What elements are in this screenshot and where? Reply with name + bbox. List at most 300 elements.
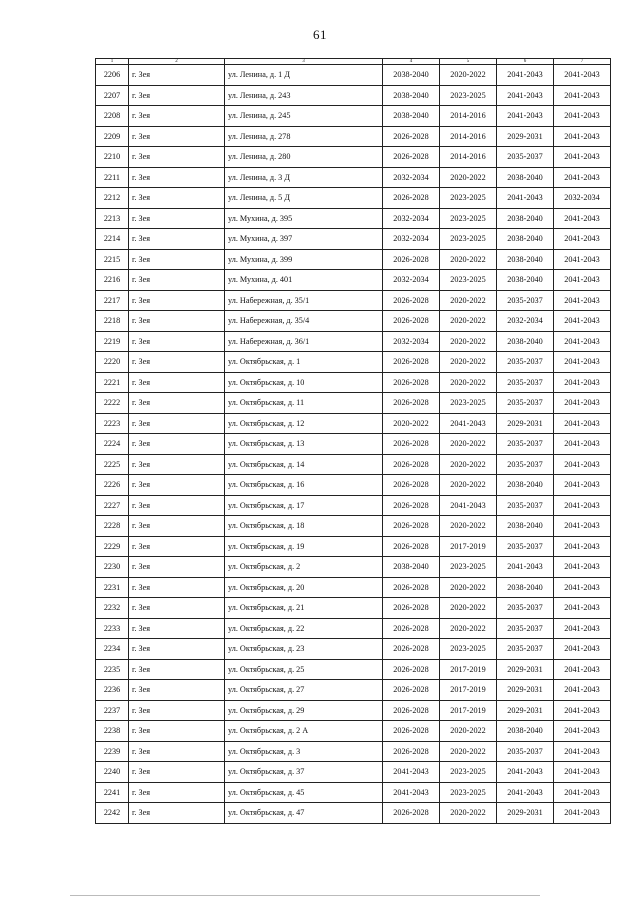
table-row xyxy=(96,331,611,352)
address-cell: ул. Мухина, д. 399 xyxy=(225,249,383,270)
period-cell: 2029-2031 xyxy=(497,803,554,824)
period-cell: 2041-2043 xyxy=(554,126,611,147)
address-cell: ул. Мухина, д. 401 xyxy=(225,270,383,291)
period-cell: 2017-2019 xyxy=(440,659,497,680)
period-cell: 2026-2028 xyxy=(383,659,440,680)
period-cell: 2038-2040 xyxy=(497,475,554,496)
period-cell: 2020-2022 xyxy=(440,434,497,455)
table-row xyxy=(96,413,611,434)
row-number-cell: 2209 xyxy=(96,126,129,147)
row-number-cell: 2214 xyxy=(96,229,129,250)
period-cell: 2023-2025 xyxy=(440,270,497,291)
period-cell: 2020-2022 xyxy=(440,516,497,537)
city-cell: г. Зея xyxy=(129,762,225,783)
address-cell: ул. Набережная, д. 35/4 xyxy=(225,311,383,332)
period-cell: 2026-2028 xyxy=(383,475,440,496)
period-cell: 2038-2040 xyxy=(497,721,554,742)
row-number-cell: 2211 xyxy=(96,167,129,188)
period-cell: 2041-2043 xyxy=(497,106,554,127)
city-cell: г. Зея xyxy=(129,188,225,209)
city-cell: г. Зея xyxy=(129,65,225,86)
table-row xyxy=(96,659,611,680)
period-cell: 2038-2040 xyxy=(497,167,554,188)
period-cell: 2026-2028 xyxy=(383,311,440,332)
table-row xyxy=(96,577,611,598)
period-cell: 2029-2031 xyxy=(497,700,554,721)
period-cell: 2026-2028 xyxy=(383,680,440,701)
city-cell: г. Зея xyxy=(129,516,225,537)
city-cell: г. Зея xyxy=(129,249,225,270)
period-cell: 2041-2043 xyxy=(554,475,611,496)
row-number-cell: 2228 xyxy=(96,516,129,537)
period-cell: 2035-2037 xyxy=(497,598,554,619)
period-cell: 2041-2043 xyxy=(554,434,611,455)
period-cell: 2026-2028 xyxy=(383,639,440,660)
period-cell: 2041-2043 xyxy=(554,270,611,291)
period-cell: 2032-2034 xyxy=(554,188,611,209)
period-cell: 2017-2019 xyxy=(440,680,497,701)
row-number-cell: 2222 xyxy=(96,393,129,414)
period-cell: 2014-2016 xyxy=(440,126,497,147)
register-table xyxy=(95,58,611,824)
row-number-cell: 2206 xyxy=(96,65,129,86)
table-row xyxy=(96,495,611,516)
period-cell: 2041-2043 xyxy=(497,782,554,803)
period-cell: 2041-2043 xyxy=(554,618,611,639)
period-cell: 2035-2037 xyxy=(497,536,554,557)
address-cell: ул. Октябрьская, д. 25 xyxy=(225,659,383,680)
city-cell: г. Зея xyxy=(129,803,225,824)
row-number-cell: 2216 xyxy=(96,270,129,291)
period-cell: 2014-2016 xyxy=(440,106,497,127)
table-row xyxy=(96,475,611,496)
period-cell: 2035-2037 xyxy=(497,618,554,639)
city-cell: г. Зея xyxy=(129,126,225,147)
period-cell: 2041-2043 xyxy=(554,516,611,537)
address-cell: ул. Октябрьская, д. 45 xyxy=(225,782,383,803)
city-cell: г. Зея xyxy=(129,85,225,106)
period-cell: 2041-2043 xyxy=(554,413,611,434)
column-number: 2 xyxy=(129,59,225,65)
period-cell: 2023-2025 xyxy=(440,782,497,803)
period-cell: 2041-2043 xyxy=(554,680,611,701)
row-number-cell: 2215 xyxy=(96,249,129,270)
city-cell: г. Зея xyxy=(129,577,225,598)
period-cell: 2020-2022 xyxy=(440,577,497,598)
period-cell: 2041-2043 xyxy=(554,598,611,619)
table-row xyxy=(96,106,611,127)
period-cell: 2026-2028 xyxy=(383,536,440,557)
row-number-cell: 2217 xyxy=(96,290,129,311)
city-cell: г. Зея xyxy=(129,454,225,475)
city-cell: г. Зея xyxy=(129,270,225,291)
city-cell: г. Зея xyxy=(129,311,225,332)
city-cell: г. Зея xyxy=(129,598,225,619)
period-cell: 2041-2043 xyxy=(554,557,611,578)
address-cell: ул. Набережная, д. 35/1 xyxy=(225,290,383,311)
city-cell: г. Зея xyxy=(129,659,225,680)
address-cell: ул. Ленина, д. 278 xyxy=(225,126,383,147)
period-cell: 2041-2043 xyxy=(497,65,554,86)
period-cell: 2035-2037 xyxy=(497,639,554,660)
period-cell: 2020-2022 xyxy=(440,598,497,619)
table-row xyxy=(96,249,611,270)
period-cell: 2026-2028 xyxy=(383,454,440,475)
address-cell: ул. Ленина, д. 3 Д xyxy=(225,167,383,188)
table-row xyxy=(96,290,611,311)
period-cell: 2041-2043 xyxy=(554,229,611,250)
period-cell: 2041-2043 xyxy=(554,659,611,680)
period-cell: 2023-2025 xyxy=(440,639,497,660)
address-cell: ул. Октябрьская, д. 16 xyxy=(225,475,383,496)
period-cell: 2026-2028 xyxy=(383,495,440,516)
city-cell: г. Зея xyxy=(129,741,225,762)
address-cell: ул. Октябрьская, д. 14 xyxy=(225,454,383,475)
row-number-cell: 2242 xyxy=(96,803,129,824)
city-cell: г. Зея xyxy=(129,208,225,229)
period-cell: 2035-2037 xyxy=(497,741,554,762)
period-cell: 2035-2037 xyxy=(497,147,554,168)
period-cell: 2038-2040 xyxy=(497,331,554,352)
city-cell: г. Зея xyxy=(129,393,225,414)
period-cell: 2038-2040 xyxy=(497,270,554,291)
column-number: 4 xyxy=(383,59,440,65)
period-cell: 2041-2043 xyxy=(383,782,440,803)
period-cell: 2020-2022 xyxy=(440,372,497,393)
city-cell: г. Зея xyxy=(129,495,225,516)
period-cell: 2041-2043 xyxy=(497,188,554,209)
row-number-cell: 2226 xyxy=(96,475,129,496)
period-cell: 2035-2037 xyxy=(497,434,554,455)
address-cell: ул. Октябрьская, д. 13 xyxy=(225,434,383,455)
city-cell: г. Зея xyxy=(129,372,225,393)
row-number-cell: 2231 xyxy=(96,577,129,598)
period-cell: 2041-2043 xyxy=(554,741,611,762)
period-cell: 2038-2040 xyxy=(383,65,440,86)
table-row xyxy=(96,126,611,147)
period-cell: 2041-2043 xyxy=(554,372,611,393)
row-number-cell: 2230 xyxy=(96,557,129,578)
period-cell: 2020-2022 xyxy=(440,290,497,311)
period-cell: 2041-2043 xyxy=(554,65,611,86)
period-cell: 2041-2043 xyxy=(554,495,611,516)
period-cell: 2041-2043 xyxy=(554,249,611,270)
period-cell: 2041-2043 xyxy=(554,311,611,332)
city-cell: г. Зея xyxy=(129,700,225,721)
period-cell: 2041-2043 xyxy=(554,803,611,824)
period-cell: 2023-2025 xyxy=(440,393,497,414)
table-row xyxy=(96,372,611,393)
period-cell: 2020-2022 xyxy=(383,413,440,434)
period-cell: 2041-2043 xyxy=(554,393,611,414)
city-cell: г. Зея xyxy=(129,721,225,742)
table-row xyxy=(96,598,611,619)
period-cell: 2032-2034 xyxy=(383,270,440,291)
address-cell: ул. Октябрьская, д. 27 xyxy=(225,680,383,701)
address-cell: ул. Мухина, д. 395 xyxy=(225,208,383,229)
period-cell: 2032-2034 xyxy=(383,208,440,229)
table-row xyxy=(96,393,611,414)
period-cell: 2020-2022 xyxy=(440,167,497,188)
period-cell: 2020-2022 xyxy=(440,311,497,332)
period-cell: 2041-2043 xyxy=(554,762,611,783)
period-cell: 2041-2043 xyxy=(554,700,611,721)
period-cell: 2041-2043 xyxy=(554,290,611,311)
period-cell: 2035-2037 xyxy=(497,352,554,373)
city-cell: г. Зея xyxy=(129,557,225,578)
address-cell: ул. Октябрьская, д. 37 xyxy=(225,762,383,783)
period-cell: 2041-2043 xyxy=(554,85,611,106)
period-cell: 2038-2040 xyxy=(497,229,554,250)
period-cell: 2032-2034 xyxy=(497,311,554,332)
city-cell: г. Зея xyxy=(129,536,225,557)
address-cell: ул. Ленина, д. 5 Д xyxy=(225,188,383,209)
table-row xyxy=(96,700,611,721)
row-number-cell: 2239 xyxy=(96,741,129,762)
period-cell: 2041-2043 xyxy=(554,352,611,373)
address-cell: ул. Набережная, д. 36/1 xyxy=(225,331,383,352)
table-body xyxy=(96,59,611,824)
address-cell: ул. Октябрьская, д. 2 А xyxy=(225,721,383,742)
period-cell: 2032-2034 xyxy=(383,229,440,250)
table-row xyxy=(96,516,611,537)
period-cell: 2020-2022 xyxy=(440,454,497,475)
period-cell: 2026-2028 xyxy=(383,372,440,393)
period-cell: 2020-2022 xyxy=(440,475,497,496)
period-cell: 2026-2028 xyxy=(383,126,440,147)
period-cell: 2041-2043 xyxy=(440,495,497,516)
column-number: 1 xyxy=(96,59,129,65)
period-cell: 2023-2025 xyxy=(440,208,497,229)
table-row xyxy=(96,557,611,578)
row-number-cell: 2238 xyxy=(96,721,129,742)
row-number-cell: 2233 xyxy=(96,618,129,639)
table-row xyxy=(96,311,611,332)
period-cell: 2020-2022 xyxy=(440,249,497,270)
table-row xyxy=(96,741,611,762)
period-cell: 2041-2043 xyxy=(554,639,611,660)
period-cell: 2041-2043 xyxy=(554,721,611,742)
table-row xyxy=(96,352,611,373)
city-cell: г. Зея xyxy=(129,167,225,188)
table-row xyxy=(96,536,611,557)
row-number-cell: 2223 xyxy=(96,413,129,434)
row-number-cell: 2208 xyxy=(96,106,129,127)
period-cell: 2026-2028 xyxy=(383,434,440,455)
period-cell: 2020-2022 xyxy=(440,352,497,373)
period-cell: 2026-2028 xyxy=(383,803,440,824)
city-cell: г. Зея xyxy=(129,639,225,660)
period-cell: 2026-2028 xyxy=(383,147,440,168)
period-cell: 2041-2043 xyxy=(440,413,497,434)
period-cell: 2041-2043 xyxy=(554,454,611,475)
city-cell: г. Зея xyxy=(129,106,225,127)
period-cell: 2038-2040 xyxy=(383,557,440,578)
period-cell: 2032-2034 xyxy=(383,331,440,352)
period-cell: 2020-2022 xyxy=(440,331,497,352)
table-row xyxy=(96,639,611,660)
period-cell: 2026-2028 xyxy=(383,516,440,537)
period-cell: 2017-2019 xyxy=(440,700,497,721)
table-row xyxy=(96,721,611,742)
address-cell: ул. Ленина, д. 280 xyxy=(225,147,383,168)
period-cell: 2041-2043 xyxy=(497,762,554,783)
period-cell: 2029-2031 xyxy=(497,659,554,680)
column-number: 5 xyxy=(440,59,497,65)
table-row xyxy=(96,762,611,783)
period-cell: 2026-2028 xyxy=(383,721,440,742)
period-cell: 2026-2028 xyxy=(383,393,440,414)
address-cell: ул. Октябрьская, д. 20 xyxy=(225,577,383,598)
period-cell: 2041-2043 xyxy=(554,782,611,803)
table-row xyxy=(96,618,611,639)
page-edge-line xyxy=(70,895,540,896)
address-cell: ул. Октябрьская, д. 2 xyxy=(225,557,383,578)
table-row xyxy=(96,65,611,86)
address-cell: ул. Ленина, д. 1 Д xyxy=(225,65,383,86)
period-cell: 2023-2025 xyxy=(440,762,497,783)
row-number-cell: 2229 xyxy=(96,536,129,557)
period-cell: 2026-2028 xyxy=(383,352,440,373)
row-number-cell: 2220 xyxy=(96,352,129,373)
row-number-cell: 2237 xyxy=(96,700,129,721)
address-cell: ул. Октябрьская, д. 23 xyxy=(225,639,383,660)
period-cell: 2020-2022 xyxy=(440,803,497,824)
city-cell: г. Зея xyxy=(129,229,225,250)
period-cell: 2023-2025 xyxy=(440,85,497,106)
row-number-cell: 2227 xyxy=(96,495,129,516)
period-cell: 2041-2043 xyxy=(554,331,611,352)
table-row xyxy=(96,147,611,168)
period-cell: 2026-2028 xyxy=(383,618,440,639)
period-cell: 2035-2037 xyxy=(497,393,554,414)
address-cell: ул. Ленина, д. 243 xyxy=(225,85,383,106)
page-number: 61 xyxy=(313,27,327,42)
period-cell: 2032-2034 xyxy=(383,167,440,188)
address-cell: ул. Октябрьская, д. 29 xyxy=(225,700,383,721)
period-cell: 2029-2031 xyxy=(497,126,554,147)
row-number-cell: 2218 xyxy=(96,311,129,332)
address-cell: ул. Октябрьская, д. 10 xyxy=(225,372,383,393)
address-cell: ул. Октябрьская, д. 47 xyxy=(225,803,383,824)
city-cell: г. Зея xyxy=(129,413,225,434)
period-cell: 2020-2022 xyxy=(440,721,497,742)
city-cell: г. Зея xyxy=(129,331,225,352)
table-row xyxy=(96,454,611,475)
city-cell: г. Зея xyxy=(129,352,225,373)
period-cell: 2041-2043 xyxy=(554,167,611,188)
row-number-cell: 2221 xyxy=(96,372,129,393)
period-cell: 2041-2043 xyxy=(554,536,611,557)
period-cell: 2038-2040 xyxy=(383,85,440,106)
period-cell: 2038-2040 xyxy=(497,208,554,229)
address-cell: ул. Октябрьская, д. 17 xyxy=(225,495,383,516)
period-cell: 2041-2043 xyxy=(497,557,554,578)
period-cell: 2026-2028 xyxy=(383,290,440,311)
address-cell: ул. Октябрьская, д. 3 xyxy=(225,741,383,762)
table-row xyxy=(96,782,611,803)
period-cell: 2026-2028 xyxy=(383,188,440,209)
address-cell: ул. Октябрьская, д. 1 xyxy=(225,352,383,373)
table-row xyxy=(96,270,611,291)
period-cell: 2026-2028 xyxy=(383,598,440,619)
address-cell: ул. Октябрьская, д. 12 xyxy=(225,413,383,434)
period-cell: 2035-2037 xyxy=(497,372,554,393)
period-cell: 2026-2028 xyxy=(383,741,440,762)
period-cell: 2023-2025 xyxy=(440,229,497,250)
table-row xyxy=(96,434,611,455)
row-number-cell: 2219 xyxy=(96,331,129,352)
city-cell: г. Зея xyxy=(129,782,225,803)
period-cell: 2020-2022 xyxy=(440,618,497,639)
period-cell: 2035-2037 xyxy=(497,454,554,475)
period-cell: 2038-2040 xyxy=(383,106,440,127)
period-cell: 2014-2016 xyxy=(440,147,497,168)
column-number: 3 xyxy=(225,59,383,65)
period-cell: 2026-2028 xyxy=(383,577,440,598)
address-cell: ул. Октябрьская, д. 19 xyxy=(225,536,383,557)
column-number: 7 xyxy=(554,59,611,65)
period-cell: 2029-2031 xyxy=(497,413,554,434)
city-cell: г. Зея xyxy=(129,680,225,701)
period-cell: 2041-2043 xyxy=(497,85,554,106)
city-cell: г. Зея xyxy=(129,475,225,496)
period-cell: 2026-2028 xyxy=(383,700,440,721)
address-cell: ул. Мухина, д. 397 xyxy=(225,229,383,250)
period-cell: 2020-2022 xyxy=(440,741,497,762)
period-cell: 2041-2043 xyxy=(554,147,611,168)
row-number-cell: 2240 xyxy=(96,762,129,783)
address-cell: ул. Октябрьская, д. 11 xyxy=(225,393,383,414)
table-row xyxy=(96,85,611,106)
period-cell: 2035-2037 xyxy=(497,290,554,311)
period-cell: 2023-2025 xyxy=(440,188,497,209)
row-number-cell: 2224 xyxy=(96,434,129,455)
address-cell: ул. Октябрьская, д. 18 xyxy=(225,516,383,537)
row-number-cell: 2234 xyxy=(96,639,129,660)
row-number-cell: 2235 xyxy=(96,659,129,680)
address-cell: ул. Ленина, д. 245 xyxy=(225,106,383,127)
row-number-cell: 2207 xyxy=(96,85,129,106)
city-cell: г. Зея xyxy=(129,290,225,311)
row-number-cell: 2213 xyxy=(96,208,129,229)
period-cell: 2041-2043 xyxy=(554,577,611,598)
address-cell: ул. Октябрьская, д. 22 xyxy=(225,618,383,639)
period-cell: 2029-2031 xyxy=(497,680,554,701)
period-cell: 2035-2037 xyxy=(497,495,554,516)
city-cell: г. Зея xyxy=(129,618,225,639)
city-cell: г. Зея xyxy=(129,434,225,455)
row-number-cell: 2241 xyxy=(96,782,129,803)
row-number-cell: 2210 xyxy=(96,147,129,168)
period-cell: 2038-2040 xyxy=(497,516,554,537)
row-number-cell: 2225 xyxy=(96,454,129,475)
table-row xyxy=(96,680,611,701)
row-number-cell: 2236 xyxy=(96,680,129,701)
table-row xyxy=(96,229,611,250)
city-cell: г. Зея xyxy=(129,147,225,168)
period-cell: 2023-2025 xyxy=(440,557,497,578)
period-cell: 2038-2040 xyxy=(497,577,554,598)
period-cell: 2017-2019 xyxy=(440,536,497,557)
period-cell: 2026-2028 xyxy=(383,249,440,270)
row-number-cell: 2232 xyxy=(96,598,129,619)
period-cell: 2038-2040 xyxy=(497,249,554,270)
table-row xyxy=(96,167,611,188)
row-number-cell: 2212 xyxy=(96,188,129,209)
table-row xyxy=(96,188,611,209)
period-cell: 2041-2043 xyxy=(554,106,611,127)
